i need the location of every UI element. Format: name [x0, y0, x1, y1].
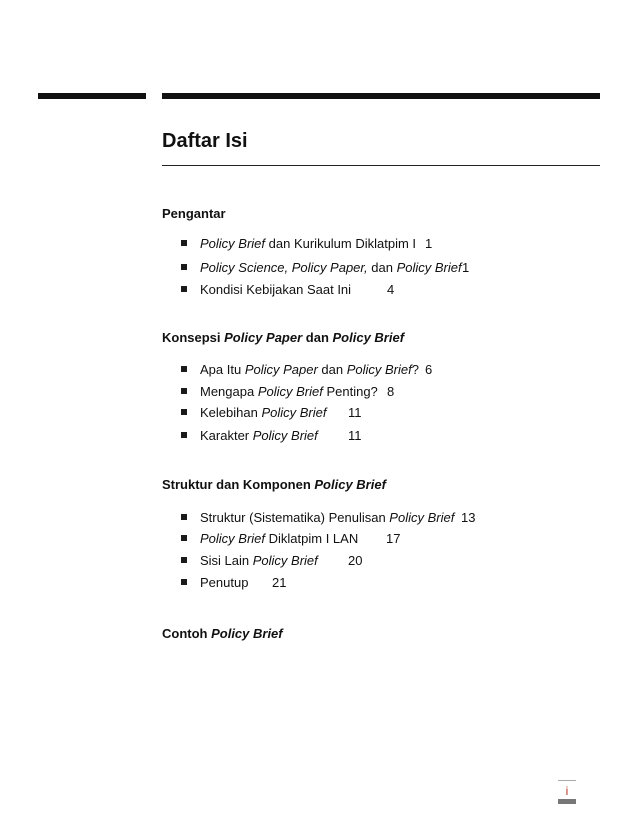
header-bar-left [38, 93, 146, 99]
toc-section-heading: Pengantar [162, 206, 226, 221]
toc-item-title: Apa Itu Policy Paper dan Policy Brief? [200, 362, 419, 377]
bullet-icon [181, 286, 187, 292]
bullet-icon [181, 557, 187, 563]
toc-item-title: Policy Brief dan Kurikulum Diklatpim I [200, 236, 417, 251]
toc-item-page: 1 [462, 260, 470, 275]
toc-item-title: Mengapa Policy Brief Penting? [200, 384, 378, 399]
header-bar-right [162, 93, 600, 99]
bullet-icon [181, 535, 187, 541]
toc-item-page: 20 [348, 553, 363, 568]
title-divider [162, 165, 600, 166]
toc-item-page: 13 [461, 510, 476, 525]
toc-item-title: Kondisi Kebijakan Saat Ini [200, 282, 352, 297]
toc-item-page: 17 [386, 531, 401, 546]
toc-item-title: Policy Science, Policy Paper, dan Policy Brief [200, 260, 462, 275]
toc-section-heading: Struktur dan Komponen Policy Brief [162, 477, 386, 492]
toc-item-title: Policy Brief Diklatpim I LAN [200, 531, 359, 546]
toc-item-page: 11 [348, 405, 362, 420]
bullet-icon [181, 514, 187, 520]
toc-item-page: 4 [387, 282, 395, 297]
page-number: i [565, 784, 569, 798]
bullet-icon [181, 240, 187, 246]
page-number-rule [558, 780, 576, 781]
toc-item-title: Karakter Policy Brief [200, 428, 318, 443]
toc-item-title: Struktur (Sistematika) Penulisan Policy Brief [200, 510, 455, 525]
toc-item-title: Penutup [200, 575, 249, 590]
toc-item-page: 1 [425, 236, 433, 251]
toc-item-page: 11 [348, 428, 362, 443]
toc-item-page: 21 [272, 575, 287, 590]
bullet-icon [181, 432, 187, 438]
bullet-icon [181, 264, 187, 270]
toc-section-heading: Contoh Policy Brief [162, 626, 283, 641]
bullet-icon [181, 409, 187, 415]
toc-item-page: 6 [425, 362, 433, 377]
toc-item-page: 8 [387, 384, 395, 399]
bullet-icon [181, 366, 187, 372]
toc-item-title: Kelebihan Policy Brief [200, 405, 327, 420]
page-title: Daftar Isi [162, 130, 248, 152]
toc-section-heading: Konsepsi Policy Paper dan Policy Brief [162, 330, 405, 345]
bullet-icon [181, 579, 187, 585]
toc-item-title: Sisi Lain Policy Brief [200, 553, 318, 568]
bullet-icon [181, 388, 187, 394]
page-number-bar [558, 799, 576, 804]
